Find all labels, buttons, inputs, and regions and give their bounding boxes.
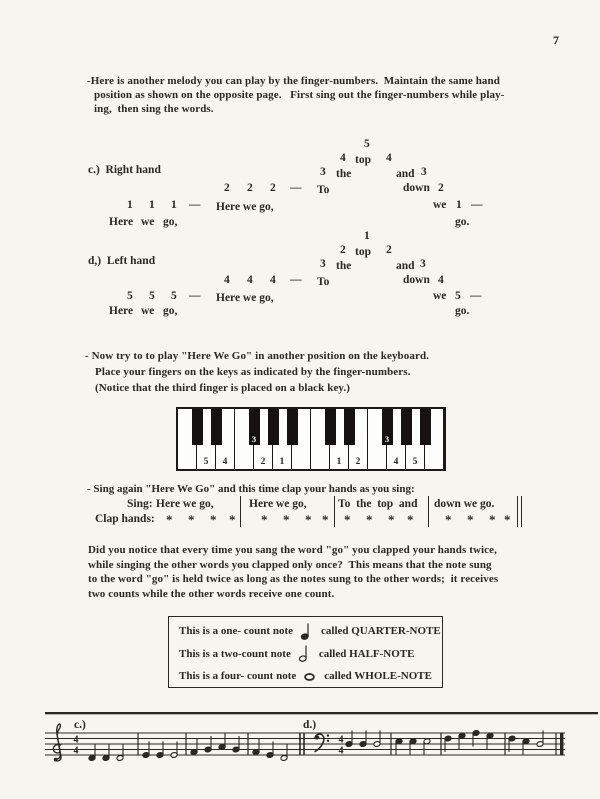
paragraph-line: position as shown on the opposite page. First sing out the finger-numbers while play-	[94, 89, 505, 101]
treble-clef-icon	[53, 724, 61, 761]
clap-asterisk: *	[489, 512, 496, 527]
text-token: down	[403, 274, 430, 286]
text-token: —	[189, 199, 201, 211]
text-token: 2	[270, 182, 276, 194]
black-key	[420, 409, 431, 445]
paragraph-line: Place your fingers on the keys as indicated by the finger-numbers.	[95, 366, 411, 378]
paragraph-line: (Notice that the third finger is placed on a black key.)	[95, 382, 351, 394]
music-note	[522, 738, 529, 755]
text-token: down	[403, 182, 430, 194]
text-token: we	[141, 216, 155, 228]
finger-number-label: 3	[251, 433, 257, 444]
text-token: —	[470, 290, 482, 302]
clap-asterisk: *	[188, 512, 195, 527]
black-key	[401, 409, 412, 445]
clap-asterisk: *	[261, 512, 268, 527]
clap-asterisk: *	[504, 512, 511, 527]
text-token: Here we go,	[216, 201, 274, 213]
time-signature: 4	[338, 734, 344, 746]
time-signature: 4	[73, 745, 79, 757]
text-token: we	[433, 290, 447, 302]
paragraph-line: while singing the other words you clapped only once? This means that the note sung	[88, 558, 492, 571]
text-token: 4	[340, 152, 346, 164]
staff-label-c: c.)	[74, 719, 86, 731]
time-signature: 4	[73, 734, 79, 746]
music-note	[88, 745, 95, 762]
music-note	[116, 745, 123, 762]
measure-barline	[240, 496, 241, 527]
practice-paragraph	[85, 348, 429, 396]
text-token: To	[317, 184, 330, 196]
note-value-text: This is a one- count note	[179, 625, 293, 638]
clap-asterisk: *	[210, 512, 217, 527]
text-token: 5	[171, 290, 177, 302]
clap-asterisk: *	[366, 512, 373, 527]
paragraph-line: to the word "go" is held twice as long as the notes sung to the other words; it receives	[88, 573, 499, 585]
text-token: top	[355, 154, 371, 166]
staff-label-d: d.)	[303, 719, 317, 731]
finger-number-label: 2	[260, 457, 266, 467]
note-value-row	[179, 620, 442, 643]
time-signature: 4	[338, 745, 344, 757]
text-token: 1	[364, 230, 370, 242]
text-token: 1	[149, 199, 155, 211]
text-token: we	[433, 199, 447, 211]
text-token: —	[189, 290, 201, 302]
final-barline-thick	[560, 733, 563, 755]
black-key	[211, 409, 222, 445]
music-note	[458, 733, 465, 750]
page-rule	[45, 712, 598, 714]
whole-note-icon	[303, 667, 317, 686]
sing-label: Sing:	[127, 498, 153, 510]
note-value-name: called WHOLE-NOTE	[324, 670, 432, 683]
exercise-c-label: c.) Right hand	[88, 164, 161, 176]
paragraph-line: -Here is another melody you can play by the finger-numbers. Maintain the same hand	[87, 75, 500, 87]
text-token: 1	[456, 199, 462, 211]
music-note	[190, 739, 197, 756]
measure-barline	[521, 496, 522, 527]
finger-number-label: 4	[393, 457, 399, 467]
text-token: Here we go,	[216, 292, 274, 304]
text-token: To	[317, 276, 330, 288]
sing-lyric: To the top and	[338, 498, 418, 510]
intro-paragraph	[87, 74, 504, 116]
note-value-text: This is a two-count note	[179, 647, 291, 660]
notice-paragraph	[88, 543, 498, 601]
text-token: 2	[438, 182, 444, 194]
text-token: 4	[224, 274, 230, 286]
page-number: 7	[553, 33, 559, 47]
finger-number-label: 4	[222, 457, 228, 467]
text-token: 3	[421, 166, 427, 178]
note-value-row	[179, 643, 442, 666]
clap-asterisk: *	[467, 512, 474, 527]
text-token: 3	[320, 258, 326, 270]
paragraph-line: Did you notice that every time you sang the word "go" you clapped your hands twice,	[88, 544, 497, 556]
black-key	[268, 409, 279, 445]
exercise-d-label: d,) Left hand	[88, 255, 156, 267]
measure-barline	[517, 496, 518, 527]
clap-asterisk: *	[445, 512, 452, 527]
text-token: 4	[247, 274, 253, 286]
music-note	[252, 739, 259, 756]
music-note	[486, 733, 493, 750]
music-note	[395, 738, 402, 755]
music-note	[423, 738, 430, 755]
clap-asterisk: *	[388, 512, 395, 527]
text-token: 2	[386, 244, 392, 256]
text-token: Here	[109, 216, 134, 228]
music-staff	[0, 700, 600, 799]
black-key	[344, 409, 355, 445]
text-token: top	[355, 246, 371, 258]
text-token: go.	[455, 305, 470, 317]
measure-barline	[428, 496, 429, 527]
note-value-text: This is a four- count note	[179, 670, 297, 683]
text-token: 5	[364, 138, 370, 150]
text-token: 5	[455, 290, 461, 302]
finger-number-label: 1	[279, 457, 285, 467]
text-token: Here	[109, 305, 134, 317]
clap-asterisk: *	[229, 512, 236, 527]
finger-number-label: 2	[355, 457, 361, 467]
text-token: —	[290, 274, 302, 286]
text-token: 5	[127, 290, 133, 302]
music-note	[102, 745, 109, 762]
paragraph-line: two counts while the other words receive one count.	[88, 587, 335, 600]
finger-number-label: 1	[336, 457, 342, 467]
text-token: we	[141, 305, 155, 317]
text-token: 4	[438, 274, 444, 286]
sing-heading: - Sing again "Here We Go" and this time clap your hands as you sing:	[87, 483, 415, 495]
text-token: 5	[149, 290, 155, 302]
clap-asterisk: *	[283, 512, 290, 527]
note-value-name: called HALF-NOTE	[318, 647, 415, 660]
sing-lyric: Here we go,	[249, 498, 307, 510]
clap-asterisk: *	[407, 512, 414, 527]
clap-asterisk: *	[344, 512, 351, 527]
text-token: —	[290, 182, 302, 194]
keyboard-diagram	[176, 407, 446, 471]
clap-asterisk: *	[305, 512, 312, 527]
text-token: 3	[420, 258, 426, 270]
black-key	[382, 409, 393, 445]
text-token: 1	[127, 199, 133, 211]
clap-asterisk: *	[322, 512, 329, 527]
black-key	[325, 409, 336, 445]
text-token: 1	[171, 199, 177, 211]
sing-lyric: Here we go,	[156, 498, 214, 510]
note-value-name: called QUARTER-NOTE	[321, 625, 441, 638]
text-token: 2	[224, 182, 230, 194]
text-token: and	[396, 260, 415, 272]
text-token: go,	[163, 305, 178, 317]
note-value-row	[179, 665, 442, 688]
sing-lyric: down we go.	[434, 498, 495, 510]
text-token: go,	[163, 216, 178, 228]
quarter-note-icon	[300, 622, 314, 641]
finger-number-label: 5	[412, 457, 418, 467]
measure-barline	[334, 496, 335, 527]
text-token: the	[336, 168, 352, 180]
music-note	[218, 734, 225, 751]
text-token: 3	[320, 166, 326, 178]
text-token: 4	[270, 274, 276, 286]
black-key	[287, 409, 298, 445]
text-token: 4	[386, 152, 392, 164]
text-token: 2	[340, 244, 346, 256]
text-token: 2	[247, 182, 253, 194]
finger-number-label: 3	[384, 433, 390, 444]
paragraph-line: - Now try to to play "Here We Go" in another position on the keyboard.	[85, 350, 430, 362]
paragraph-line: ing, then sing the words.	[94, 103, 214, 115]
finger-number-label: 5	[203, 457, 209, 467]
text-token: the	[336, 260, 352, 272]
music-note	[280, 745, 287, 762]
text-token: —	[471, 199, 483, 211]
music-note	[409, 738, 416, 755]
black-key	[249, 409, 260, 445]
clap-label: Clap hands:	[95, 513, 155, 525]
black-key	[192, 409, 203, 445]
text-token: go.	[455, 216, 470, 228]
text-token: and	[396, 168, 415, 180]
clap-asterisk: *	[166, 512, 173, 527]
half-note-icon	[298, 644, 312, 663]
note-values-box	[168, 616, 443, 688]
